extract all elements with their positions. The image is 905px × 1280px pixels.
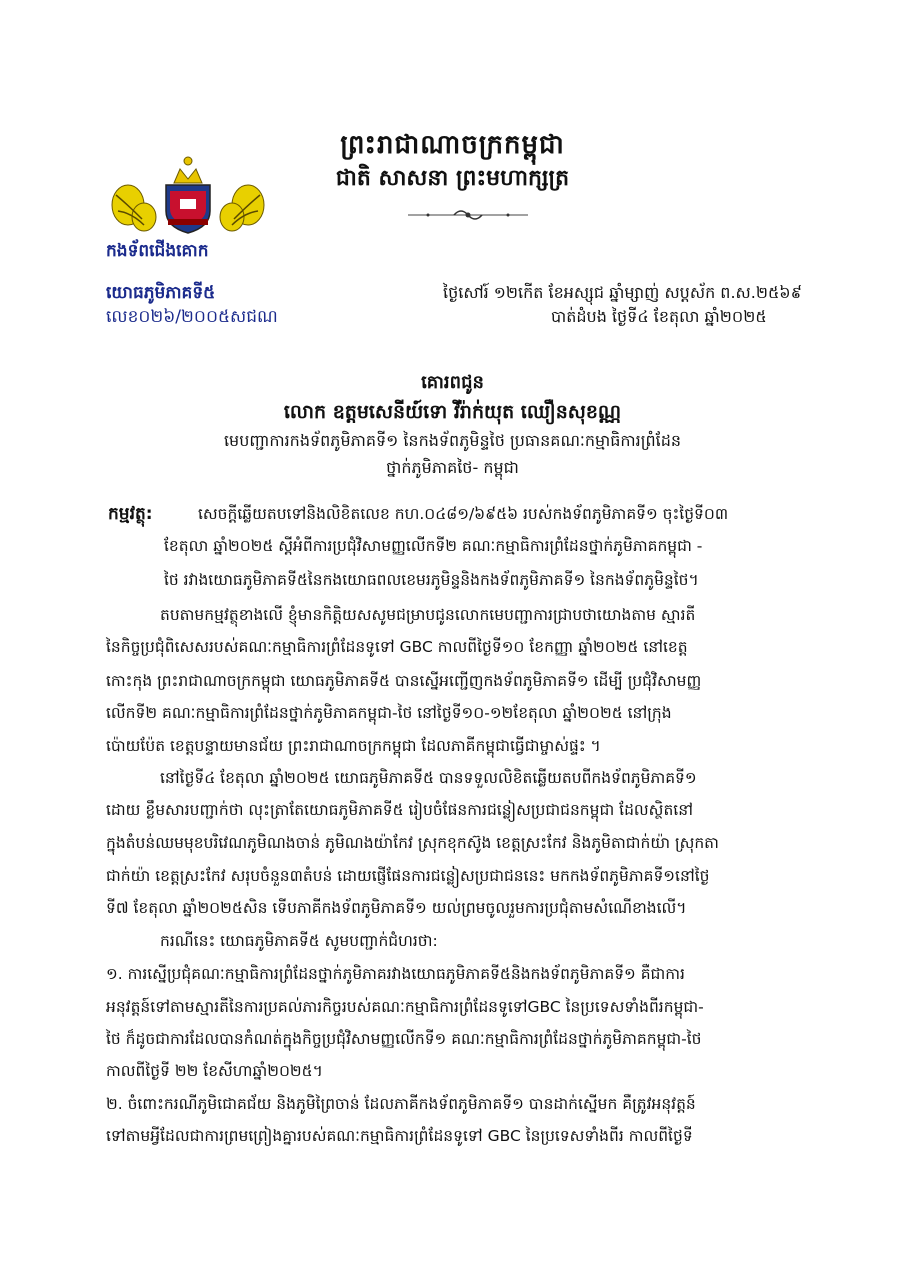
national-motto: ជាតិ សាសនា ព្រះមហាក្សត្រ xyxy=(335,165,570,191)
subject-line: ខែតុលា ឆ្នាំ២០២៥ ស្តីអំពីការប្រជុំវិសាមញ្ញលើកទី២ គណៈកម្មាធិការព្រំដែនថ្នាក់ភូមិភាគកម្ពុជា - xyxy=(164,537,703,555)
sender-unit: យោធភូមិភាគទី៥ xyxy=(106,283,216,303)
sender-org: កងទ័ពជើងគោក xyxy=(106,241,209,261)
ornament-divider-icon xyxy=(408,205,528,225)
lunar-date: ថ្ងៃសៅរ៍ ១២កើត ខែអស្សុជ ឆ្នាំម្សាញ់ សប្តស័ក ព.ស.២៥៦៩ xyxy=(443,283,802,302)
solar-date: បាត់ដំបង ថ្ងៃទី៤ ខែតុលា ឆ្នាំ២០២៥ xyxy=(551,307,767,326)
recipient-subtitle: ថ្នាក់ភូមិភាគថៃ- កម្ពុជា xyxy=(386,458,519,477)
document-number: លេខ០២៦/២០០៥សជណ xyxy=(106,307,278,327)
list-item-line: ២. ចំពោះករណីភូមិជោគជ័យ និងភូមិព្រៃចាន់ ដែលភាគីកងទ័ពភូមិភាគទី១ បានដាក់ស្នើមក គឺត្រូវអនុវត្តន៍ xyxy=(106,1095,696,1113)
subject-line: សេចក្តីឆ្លើយតបទៅនិងលិខិតលេខ កហ.០៤៨១/៦៩៥៦ របស់កងទ័ពភូមិភាគទី១ ចុះថ្ងៃទី០៣ xyxy=(198,505,729,523)
body-line: កោះកុង ព្រះរាជាណាចក្រកម្ពុជា យោធភូមិភាគទី៥ បានស្នើអញ្ជើញកងទ័ពភូមិភាគទី១ ដើម្បី ប្រជុំវិសាមញ្ញ xyxy=(106,672,702,690)
body-line: ទី៧ ខែតុលា ឆ្នាំ២០២៥សិន ទើបភាគីកងទ័ពភូមិភាគទី១ យល់ព្រមចូលរួមការប្រជុំតាមសំណើខាងលើ។ xyxy=(106,899,687,917)
body-line: នៅថ្ងៃទី៤ ខែតុលា ឆ្នាំ២០២៥ យោធភូមិភាគទី៥ បានទទួលលិខិតឆ្លើយតបពីកងទ័ពភូមិភាគទី១ xyxy=(160,769,697,787)
list-item-line: ១. ការស្នើប្រជុំគណៈកម្មាធិការព្រំដែនថ្នាក់ភូមិភាគរវាងយោធភូមិភាគទី៥និងកងទ័ពភូមិភាគទី១ គឺជាការ xyxy=(106,965,685,983)
subject-line: ថៃ រវាងយោធភូមិភាគទី៥នៃកងយោធពលខេមរភូមិន្ទនិងកងទ័ពភូមិភាគទី១ នៃកងទ័ពភូមិន្ទថៃ។ xyxy=(164,571,699,589)
recipient-label: គោរពជូន xyxy=(421,372,484,393)
body-line: លើកទី២ គណៈកម្មាធិការព្រំដែនថ្នាក់ភូមិភាគកម្ពុជា-ថៃ នៅថ្ងៃទី១០-១២ខែតុលា ឆ្នាំ២០២៥ នៅក្រុង xyxy=(106,704,672,722)
body-line: តបតាមកម្មវត្ថុខាងលើ ខ្ញុំមានកិត្តិយសសូមជម្រាបជូនលោកមេបញ្ជាការជ្រាបថាយោងតាម ស្មារតី xyxy=(160,606,696,624)
body-line: ដោយ ខ្លឹមសារបញ្ជាក់ថា លុះត្រាតែយោធភូមិភាគទី៥ រៀបចំផែនការជន្លៀសប្រជាជនកម្ពុជា ដែលស្ថិតនៅ xyxy=(106,801,693,819)
kingdom-heading: ព្រះរាជាណាចក្រកម្ពុជា xyxy=(340,130,565,160)
body-line: ក្នុងតំបន់ឈមមុខបរិវេណភូមិណងចាន់ ភូមិណងយ៉ាកែវ ស្រុកខុកស៊ូង ខេត្តស្រះកែវ និងភូមិតាជាក់យ៉ា ស្រុកតា xyxy=(106,834,719,852)
list-item-line: ថៃ ក៏ដូចជាការដែលបានកំណត់ក្នុងកិច្ចប្រជុំវិសាមញ្ញលើកទី១ គណៈកម្មាធិការព្រំដែនថ្នាក់ភូមិភាគកម្ពុជា-ថៃ xyxy=(106,1030,702,1048)
list-item-line: អនុវត្តន៍ទៅតាមស្មារតីនៃការប្រគល់ភារកិច្ចរបស់គណៈកម្មាធិការព្រំដែនទូទៅGBC នៃប្រទេសទាំងពីរកម្ពុជា- xyxy=(106,998,704,1016)
body-line: នៃកិច្ចប្រជុំពិសេសរបស់គណៈកម្មាធិការព្រំដែនទូទៅ GBC កាលពីថ្ងៃទី១០ ខែកញ្ញា ឆ្នាំ២០២៥ នៅខេត្ត xyxy=(106,638,688,656)
body-line: ករណីនេះ យោធភូមិភាគទី៥ សូមបញ្ជាក់ជំហរថា: xyxy=(160,932,438,950)
list-item-line: កាលពីថ្ងៃទី ២២ ខែសីហាឆ្នាំ២០២៥។ xyxy=(106,1062,323,1080)
body-line: ជាក់យ៉ា ខេត្តស្រះកែវ សរុបចំនួន៣តំបន់ ដោយផ្ញើផែនការជន្លៀសប្រជាជននេះ មកកងទ័ពភូមិភាគទី១នៅថ្ងៃ xyxy=(106,867,710,885)
list-item-line: ទៅតាមអ្វីដែលជាការព្រមព្រៀងគ្នារបស់គណៈកម្មាធិការព្រំដែនទូទៅ GBC នៃប្រទេសទាំងពីរ កាលពីថ្ងៃទី xyxy=(106,1127,693,1145)
subject-label: កម្មវត្ថុ: xyxy=(108,504,153,524)
body-line: ប៉ោយប៉ែត ខេត្តបន្ទាយមានជ័យ ព្រះរាជាណាចក្រកម្ពុជា ដែលភាគីកម្ពុជាធ្វើជាម្ចាស់ផ្ទះ ។ xyxy=(106,737,601,755)
recipient-title: មេបញ្ជាការកងទ័ពភូមិភាគទី១ នៃកងទ័ពភូមិន្ទថៃ ប្រធានគណៈកម្មាធិការព្រំដែន xyxy=(223,431,682,450)
recipient-name: លោក ឧត្តមសេនីយ៍ទោ វីរ៉ាក់យុត ឈឿនសុខណ្ណ xyxy=(283,401,622,423)
